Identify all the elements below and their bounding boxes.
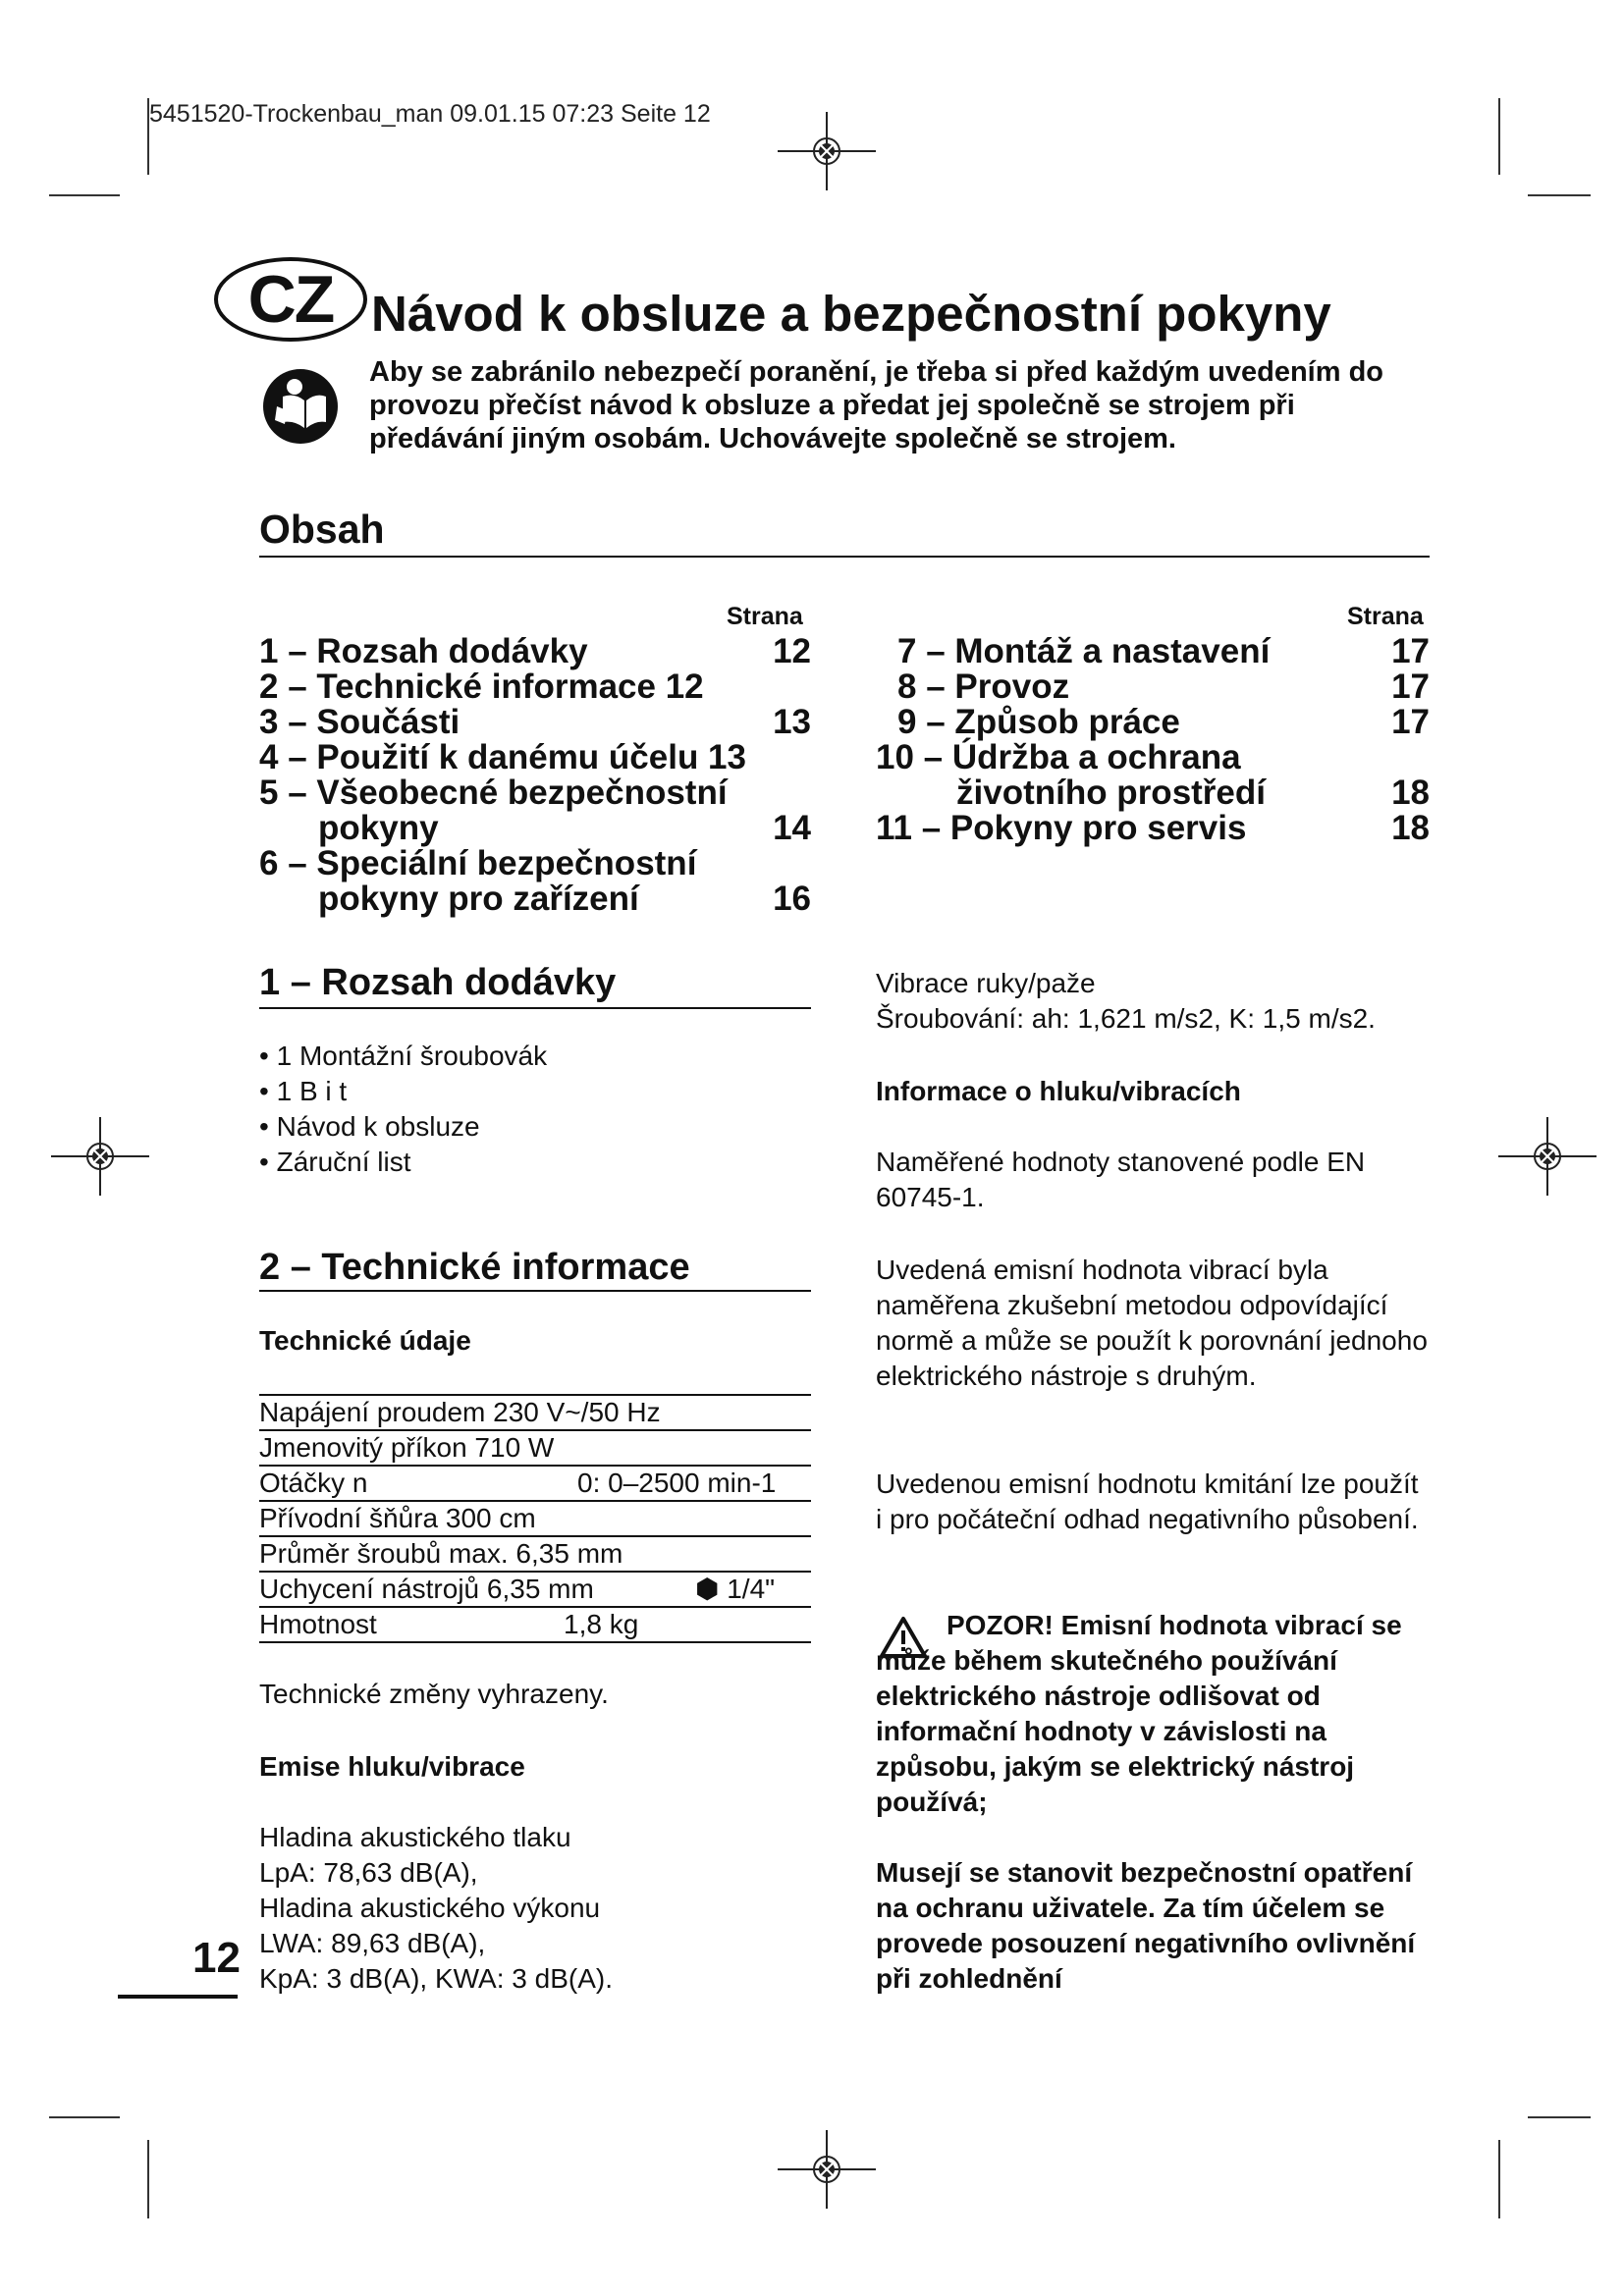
toc-entry[interactable]: pokyny pro zařízení 16: [318, 880, 811, 918]
toc-entry[interactable]: 4 – Použití k danému účelu 13: [259, 738, 746, 776]
emission-paragraph: Uvedená emisní hodnota vibrací byla naměřena zkušební metodou odpovídající normě a může se použít k porovnání jednoho elektrického nástroje s druhým.: [876, 1255, 1428, 1391]
list-item: • 1 B i t: [259, 1074, 547, 1109]
table-row: Jmenovitý příkon 710 W: [259, 1429, 811, 1465]
section2-rule: [259, 1290, 811, 1292]
toc-page-label: Strana: [1347, 603, 1424, 630]
estimate-paragraph: Uvedenou emisní hodnotu kmitání lze použít i pro počáteční odhad negativního působení.: [876, 1468, 1419, 1534]
toc-entry[interactable]: 2 – Technické informace 12: [259, 667, 704, 706]
noise-info-title: Informace o hluku/vibracích: [876, 1076, 1241, 1106]
read-manual-icon: [261, 367, 340, 446]
registration-mark-icon: [1498, 1107, 1597, 1205]
toc-entry[interactable]: 10 – Údržba a ochrana: [876, 738, 1241, 776]
list-item: • Návod k obsluze: [259, 1109, 547, 1145]
hex-bit-icon: ⬢: [695, 1574, 720, 1604]
crop-mark: [147, 2140, 149, 2218]
table-row: Průměr šroubů max. 6,35 mm: [259, 1535, 811, 1571]
intro-text: Aby se zabránilo nebezpečí poranění, je třeba si před každým uvedením do provozu přečíst návod k obsluze a předat jej společně se strojem při předávání jiným osobám. Uchovávejte společně se strojem.: [369, 356, 1384, 454]
table-row: Hmotnost 1,8 kg: [259, 1606, 811, 1643]
registration-mark-icon: [778, 2120, 876, 2218]
crop-mark: [147, 98, 149, 175]
toc-right-column: [876, 634, 1430, 846]
emission-values: Hladina akustického tlaku LpA: 78,63 dB(A), Hladina akustického výkonu LWA: 89,63 dB(A), KpA: 3 dB(A), KWA: 3 dB(A).: [259, 1822, 613, 1994]
print-header: 5451520-Trockenbau_man 09.01.15 07:23 Seite 12: [149, 100, 711, 128]
tech-data-table: [259, 1394, 811, 1643]
toc-entry[interactable]: životního prostředí 18: [956, 774, 1430, 812]
toc-entry[interactable]: 11 – Pokyny pro servis 18: [876, 809, 1430, 847]
toc-entry[interactable]: 9 – Způsob práce 17: [897, 703, 1430, 741]
crop-mark: [49, 194, 120, 196]
table-row: Napájení proudem 230 V~/50 Hz: [259, 1394, 811, 1429]
warning-text: POZOR! Emisní hodnota vibrací se může během skutečného používání elektrického nástroje odlišovat od informační hodnoty v závislosti na způsobu, jakým se elektrický nástroj používá;: [876, 1610, 1402, 1817]
emission-title: Emise hluku/vibrace: [259, 1751, 525, 1782]
toc-left-column: [259, 634, 811, 917]
list-item: • 1 Montážní šroubovák: [259, 1039, 547, 1074]
crop-mark: [1528, 194, 1591, 196]
crop-mark: [1498, 98, 1500, 175]
table-row: Otáčky n 0: 0–2500 min-1: [259, 1465, 811, 1500]
contents-rule: [259, 556, 1430, 558]
section1-title: 1 – Rozsah dodávky: [259, 962, 617, 1003]
page-title: Návod k obsluze a bezpečnostní pokyny: [371, 286, 1331, 342]
table-row: Uchycení nástrojů 6,35 mm ⬢ 1/4": [259, 1571, 811, 1606]
contents-heading: Obsah: [259, 507, 385, 552]
page-number-rule: [118, 1995, 238, 1999]
list-item: • Záruční list: [259, 1145, 547, 1180]
tech-data-subtitle: Technické údaje: [259, 1325, 471, 1356]
measured-text: Naměřené hodnoty stanovené podle EN 60745-1.: [876, 1147, 1366, 1212]
vibration-block: Vibrace ruky/paže Šroubování: ah: 1,621 m/s2, K: 1,5 m/s2.: [876, 968, 1376, 1034]
toc-entry[interactable]: pokyny 14: [318, 809, 811, 847]
registration-mark-icon: [51, 1107, 149, 1205]
table-row: Přívodní šňůra 300 cm: [259, 1500, 811, 1535]
section2-title: 2 – Technické informace: [259, 1247, 690, 1288]
registration-mark-icon: [778, 102, 876, 200]
toc-entry[interactable]: 6 – Speciální bezpečnostní: [259, 844, 697, 882]
safety-text: Musejí se stanovit bezpečnostní opatření na ochranu uživatele. Za tím účelem se provede posouzení negativního ovlivnění při zohlednění: [876, 1857, 1416, 1994]
toc-entry[interactable]: 1 – Rozsah dodávky 12: [259, 632, 811, 670]
toc-entry[interactable]: 7 – Montáž a nastavení 17: [897, 632, 1430, 670]
section1-rule: [259, 1007, 811, 1009]
crop-mark: [1528, 2116, 1591, 2118]
changes-note: Technické změny vyhrazeny.: [259, 1679, 609, 1709]
toc-entry[interactable]: 3 – Součásti 13: [259, 703, 811, 741]
toc-entry[interactable]: 5 – Všeobecné bezpečnostní: [259, 774, 728, 812]
page-number: 12: [192, 1934, 241, 1982]
crop-mark: [1498, 2140, 1500, 2218]
toc-entry[interactable]: 8 – Provoz 17: [897, 667, 1430, 706]
toc-page-label: Strana: [727, 603, 803, 630]
delivery-list: [259, 1039, 547, 1180]
country-badge: CZ: [214, 257, 367, 342]
crop-mark: [49, 2116, 120, 2118]
